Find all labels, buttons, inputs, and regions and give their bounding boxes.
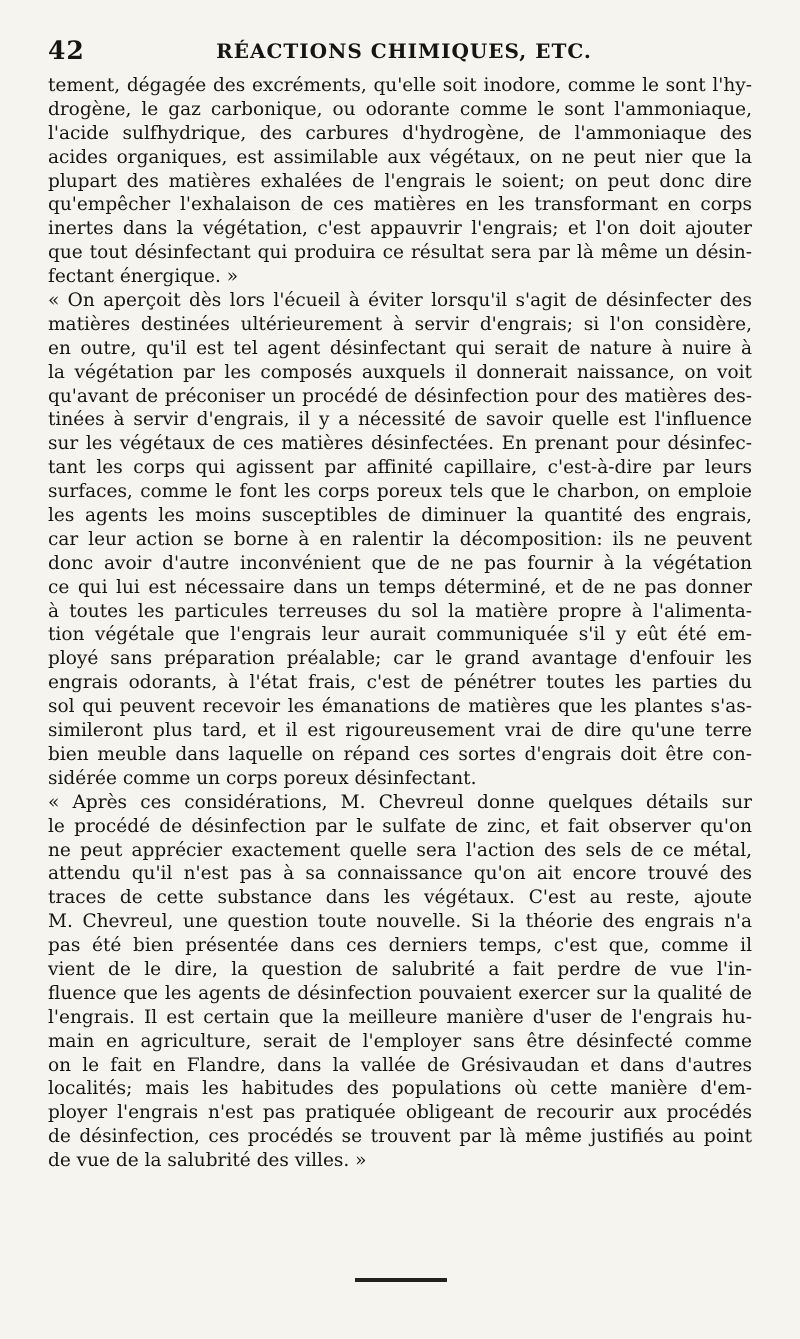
text-line: pas été bien présentée dans ces derniers temps, c'est que, comme il (48, 935, 752, 957)
text-line: en outre, qu'il est tel agent désinfectant qui serait de nature à nuire à (48, 337, 752, 359)
page-number: 42 (48, 36, 85, 65)
text-line: main en agriculture, serait de l'employer sans être désinfecté comme (48, 1030, 752, 1052)
text-line: vient de le dire, la question de salubrité a fait perdre de vue l'in- (48, 958, 752, 980)
text-line: M. Chevreul, une question toute nouvelle. Si la théorie des engrais n'a (48, 911, 752, 933)
text-line: engrais odorants, à l'état frais, c'est de pénétrer toutes les parties du (48, 672, 752, 694)
text-line: surfaces, comme le font les corps poreux tels que le charbon, on emploie (48, 481, 752, 503)
text-line: de désinfection, ces procédés se trouvent par là même justifiés au point (48, 1126, 752, 1148)
text-line: fectant énergique. » (48, 266, 239, 288)
text-line: on le fait en Flandre, dans la vallée de Grésivaudan et dans d'autres (48, 1054, 752, 1076)
text-line: matières destinées ultérieurement à servir d'engrais; si l'on considère, (48, 313, 752, 335)
text-line: localités; mais les habitudes des populations où cette manière d'em- (48, 1078, 752, 1100)
text-line: ployer l'engrais n'est pas pratiquée obligeant de recourir aux procédés (48, 1102, 752, 1124)
text-line: de vue de la salubrité des villes. » (48, 1150, 367, 1172)
text-line: tion végétale que l'engrais leur aurait communiquée s'il y eût été em- (48, 624, 752, 646)
text-line: tant les corps qui agissent par affinité capillaire, c'est-à-dire par leurs (48, 457, 752, 479)
text-line: attendu qu'il n'est pas à sa connaissance qu'on ait encore trouvé des (48, 863, 752, 885)
text-line: la végétation par les composés auxquels il donnerait naissance, on voit (48, 361, 752, 383)
text-line: plupart des matières exhalées de l'engrais le soient; on peut donc dire (48, 170, 752, 192)
text-line: traces de cette substance dans les végétaux. C'est au reste, ajoute (48, 887, 752, 909)
text-line: tement, dégagée des excréments, qu'elle soit inodore, comme le sont l'hy- (48, 75, 752, 96)
text-line: qu'empêcher l'exhalaison de ces matières en les transformant en corps (48, 194, 752, 216)
text-line: l'engrais. Il est certain que la meilleure manière d'user de l'engrais hu- (48, 1006, 752, 1028)
text-line: à toutes les particules terreuses du sol la matière propre à l'alimenta- (48, 600, 752, 622)
text-line: car leur action se borne à en ralentir la décomposition: ils ne peuvent (48, 528, 752, 550)
text-line: l'acide sulfhydrique, des carbures d'hydrogène, de l'ammoniaque des (48, 122, 752, 144)
text-line: tinées à servir d'engrais, il y a nécessité de savoir quelle est l'influence (48, 409, 752, 431)
body-text (48, 74, 752, 1173)
end-rule (355, 1278, 447, 1282)
page-header (48, 36, 760, 66)
text-line: que tout désinfectant qui produira ce résultat sera par là même un désin- (48, 242, 752, 264)
text-line: drogène, le gaz carbonique, ou odorante comme le sont l'ammoniaque, (48, 98, 752, 120)
text-line: inertes dans la végétation, c'est appauvrir l'engrais; et l'on doit ajouter (48, 218, 752, 240)
text-line: ce qui lui est nécessaire dans un temps déterminé, et de ne pas donner (48, 576, 752, 598)
text-line: sur les végétaux de ces matières désinfectées. En prenant pour désinfec- (48, 433, 752, 455)
text-line: fluence que les agents de désinfection pouvaient exercer sur la qualité de (48, 982, 752, 1004)
text-line: les agents les moins susceptibles de diminuer la quantité des engrais, (48, 505, 752, 527)
text-line: sidérée comme un corps poreux désinfectant. (48, 767, 477, 789)
running-head: RÉACTIONS CHIMIQUES, ETC. (216, 39, 592, 63)
text-line: donc avoir d'autre inconvénient que de ne pas fournir à la végétation (48, 552, 752, 574)
text-line: « Après ces considérations, M. Chevreul donne quelques détails sur (48, 791, 752, 813)
text-line: « On aperçoit dès lors l'écueil à éviter lorsqu'il s'agit de désinfecter des (48, 290, 752, 312)
text-line: simileront plus tard, et il est rigoureusement vrai de dire qu'une terre (48, 720, 752, 742)
text-line: acides organiques, est assimilable aux végétaux, on ne peut nier que la (48, 146, 752, 168)
text-line: bien meuble dans laquelle on répand ces sortes d'engrais doit être con- (48, 743, 752, 765)
text-line: qu'avant de préconiser un procédé de désinfection pour des matières des- (48, 385, 752, 407)
text-line: ployé sans préparation préalable; car le grand avantage d'enfouir les (48, 648, 752, 670)
text-line: le procédé de désinfection par le sulfate de zinc, et fait observer qu'on (48, 815, 752, 837)
text-line: ne peut apprécier exactement quelle sera l'action des sels de ce métal, (48, 839, 752, 861)
text-line: sol qui peuvent recevoir les émanations de matières que les plantes s'as- (48, 696, 752, 718)
